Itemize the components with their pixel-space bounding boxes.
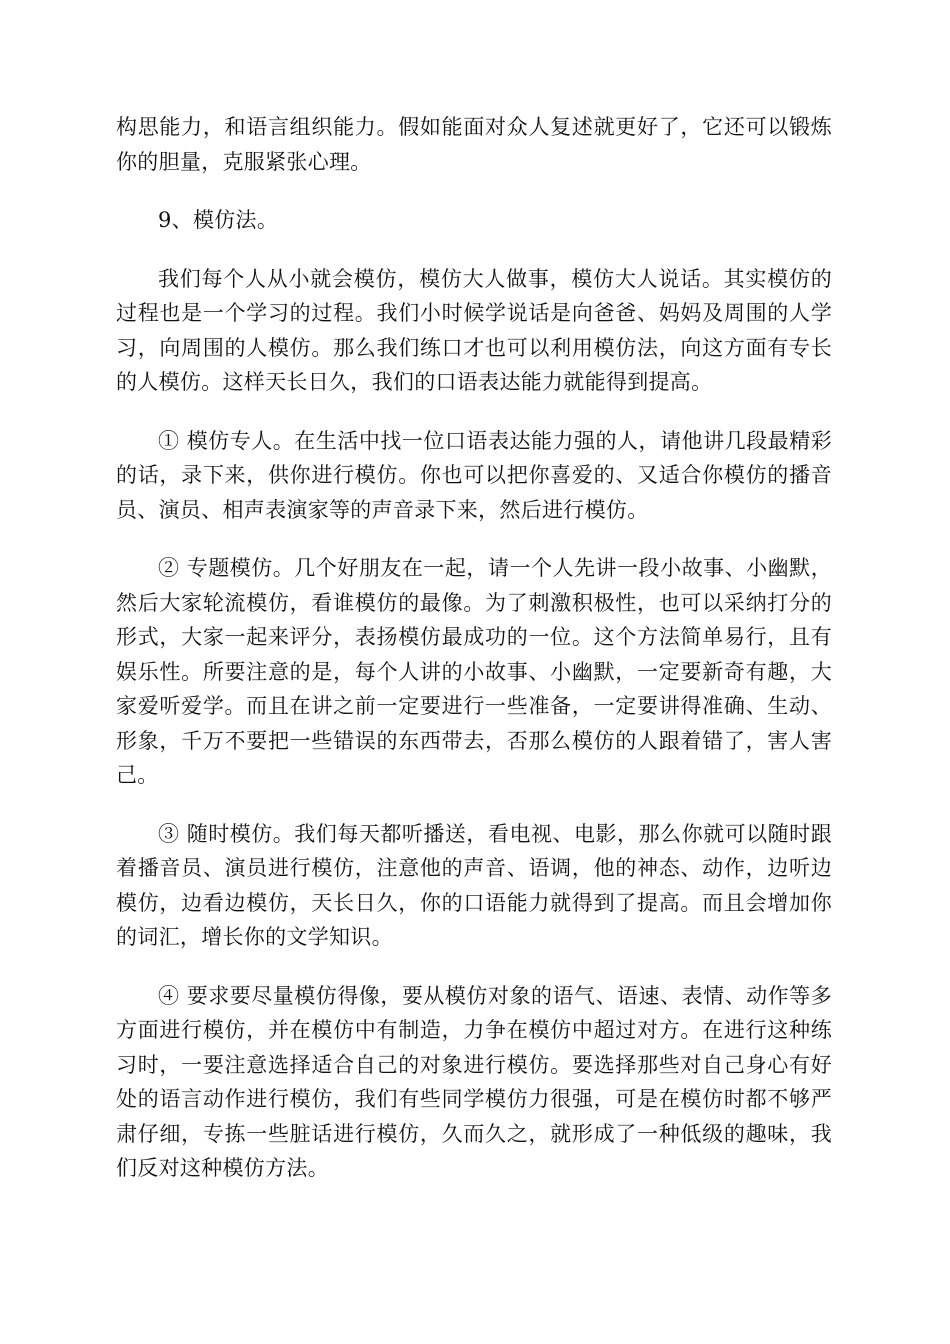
paragraph-continuation: 构思能力，和语言组织能力。假如能面对众人复述就更好了，它还可以锻炼你的胆量，克服紧张心理。	[116, 115, 832, 174]
document-page	[116, 110, 832, 1210]
paragraph-item-3: ③ 随时模仿。我们每天都听播送，看电视、电影，那么你就可以随时跟着播音员、演员进行模仿，注意他的声音、语调，他的神态、动作，边听边模仿，边看边模仿，天长日久，你的口语能力就得到了提高。而且会增加你的词汇，增长你的文学知识。	[116, 821, 832, 949]
paragraph-item-2: ② 专题模仿。几个好朋友在一起，请一个人先讲一段小故事、小幽默，然后大家轮流模仿，看谁模仿的最像。为了刺激积极性，也可以采纳打分的形式，大家一起来评分，表扬模仿最成功的一位。这个方法简单易行，且有娱乐性。所要注意的是，每个人讲的小故事、小幽默，一定要新奇有趣，大家爱听爱学。而且在讲之前一定要进行一些准备，一定要讲得准确、生动、形象，千万不要把一些错误的东西带去，否那么模仿的人跟着错了，害人害己。	[116, 556, 832, 787]
paragraph-item-4: ④ 要求要尽量模仿得像，要从模仿对象的语气、语速、表情、动作等多方面进行模仿，并在模仿中有制造，力争在模仿中超过对方。在进行这种练习时，一要注意选择适合自己的对象进行模仿。要选择那些对自己身心有好处的语言动作进行模仿，我们有些同学模仿力很强，可是在模仿时都不够严肃仔细，专拣一些脏话进行模仿，久而久之，就形成了一种低级的趣味，我们反对这种模仿方法。	[116, 983, 832, 1180]
section-heading-imitation: 9、模仿法。	[158, 208, 279, 232]
paragraph-intro: 我们每个人从小就会模仿，模仿大人做事，模仿大人说话。其实模仿的过程也是一个学习的过程。我们小时候学说话是向爸爸、妈妈及周围的人学习，向周围的人模仿。那么我们练口才也可以利用模仿法，向这方面有专长的人模仿。这样天长日久，我们的口语表达能力就能得到提高。	[116, 266, 832, 394]
paragraph-item-1: ① 模仿专人。在生活中找一位口语表达能力强的人，请他讲几段最精彩的话，录下来，供你进行模仿。你也可以把你喜爱的、又适合你模仿的播音员、演员、相声表演家等的声音录下来，然后进行模仿。	[116, 428, 832, 522]
